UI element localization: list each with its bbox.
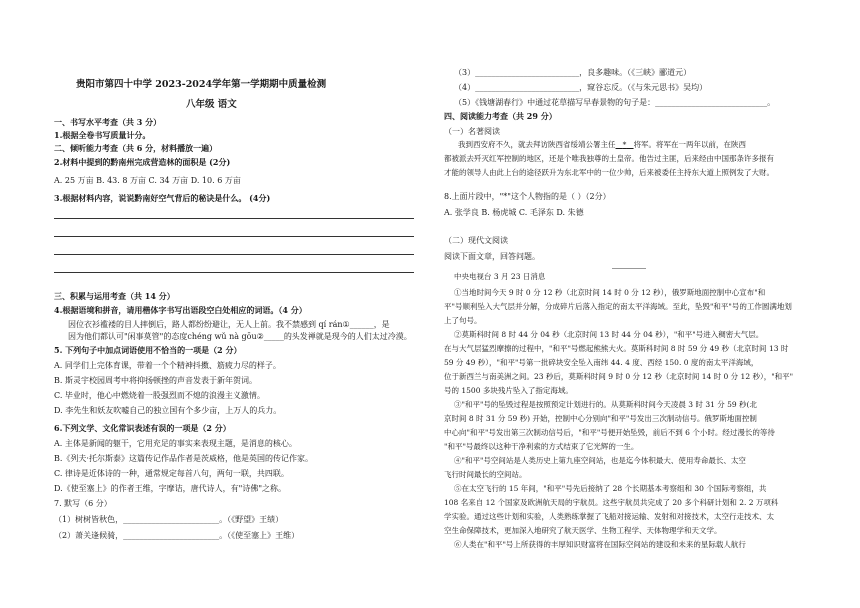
question-5-option-c: C. 毕业时，他心中燃烧着一股强烈而不熄的浪漫主义激情。 <box>54 391 265 400</box>
para-4-line-1: ④"和平"号空间站是人类历史上第九座空间站，也是迄今体积最大、使用寿命最长、太空 <box>454 456 746 465</box>
section-2-heading: 二、倾听能力考查（共 6 分，材料播放一遍） <box>54 143 218 153</box>
question-5-option-a: A. 同学们上完体育课，带着一个个精神抖擞、筋疲力尽的样子。 <box>54 361 281 370</box>
news-source: 中央电视台 3 月 23 日消息 <box>454 272 546 281</box>
answer-line-1[interactable] <box>54 218 414 219</box>
subsection-2-heading: （二）现代文阅读 <box>444 236 508 245</box>
para-5-line-2: 108 名来自 12 个国家及欧洲航天局的宇航员。这些宇航员共完成了 20 多个科研计划和 2. 2 万项科 <box>444 498 779 507</box>
question-4-text-1: 因位衣衫褴褛的目人摔倒后，路人都纷纷避让，无人上前。我不禁感到 qí rán①______，是 <box>68 320 390 329</box>
para-3-line-1: ③"和平"号的坠毁过程是按照预定计划进行的。从莫斯科时间今天凌晨 3 时 31 分 59 秒(北 <box>454 400 757 409</box>
para-1-line-2: 平"号顺利坠入大气层并分解，分成碎片后落入指定的南太平洋海域。至此，坠毁"和平"号的工作圆满地划 <box>444 302 792 311</box>
answer-line-2[interactable] <box>54 236 414 237</box>
question-5-option-d: D. 李先生和妖友吹嘘自己的独立国有个多少亩，上万人的兵力。 <box>54 406 282 415</box>
para-2-line-1: ②莫斯科时间 8 时 44 分 04 秒（北京时间 13 时 44 分 04 秒），"和平"号进入稠密大气层。 <box>454 330 764 339</box>
question-7-item-5: （5）《钱塘湖春行》中通过花草描写早春景物的句子是：____________________________。 <box>454 98 776 107</box>
question-5: 5. 下列句子中加点词语使用不恰当的一项是（2 分） <box>54 345 242 355</box>
para-5-line-3: 学实验。通过这些计划和实验，人类熟练掌握了飞船对接运输、发射和对接技术，太空行走技术、太 <box>444 512 774 521</box>
question-1: 1.根据全卷书写质量计分。 <box>54 130 151 140</box>
section-1-heading: 一、书写水平考查（共 3 分） <box>54 117 162 127</box>
para-2-line-2: 在与大气层猛烈摩擦的过程中，"和平"号燃起熊熊大火。莫斯科时间 8 时 59 分 49 秒（北京时间 13 时 <box>444 344 789 353</box>
reading-1-line-1: 我到西安府不久，就去拜访陕西省绥靖公署主任 * 将军。将军在一两年以前，在陕西 <box>458 140 747 149</box>
question-7: 7. 默写（6 分） <box>54 499 112 508</box>
question-6-option-d: D.《使至塞上》的作者王维，字摩诘，唐代诗人，有"诗佛"之称。 <box>54 484 287 493</box>
para-2-line-3: 59 分 49 秒），"和平"号第一批碎块安全坠入南纬 44. 4 度、西经 150. 0 度的南太平洋海域， <box>444 358 759 367</box>
question-4: 4.根据语境和拼音，请用楷体字书写出语段空白处相应的词语。（4 分） <box>54 305 307 315</box>
question-6-option-a: A. 主体是新闻的躯干，它用充足的事实来表现主题，是消息的核心。 <box>54 439 297 448</box>
para-5-line-1: ⑤在太空飞行的 15 年间，"和平"号先后接纳了 28 个长期基本考察组和 30 个国际考察组，共 <box>454 484 767 493</box>
question-3: 3.根据材料内容，说说黔南好空气背后的秘诀是什么。 (4分) <box>54 193 271 203</box>
question-6: 6.下列文学、文化常识表述有误的一项是（2 分） <box>54 423 231 433</box>
question-8: 8.上面片段中，"*"这个人物指的是（ ）（2分） <box>444 192 611 201</box>
para-1-line-3: 上了句号。 <box>444 316 482 325</box>
question-7-item-3: （3）__________________________，良多趣味。（《三峡》郦道元） <box>454 68 692 77</box>
section-3-heading: 三、积累与运用考查（共 14 分） <box>54 291 175 301</box>
para-3-line-3: 中心向"和平"号发出第三次制动信号后，"和平"号便开始坠毁，前后不到 6 个小时。经过漫长的等待 <box>444 428 775 437</box>
para-5-line-4: 空生命保障技术，更加深入地研究了航天医学、生物工程学、天体物理学和天文学。 <box>444 526 722 535</box>
para-4-line-2: 飞行时间最长的空间站。 <box>444 470 527 479</box>
answer-line-4[interactable] <box>54 272 414 273</box>
question-2-options: A. 25 万亩 B. 43. 8 万亩 C. 34 万亩 D. 10. 6 万亩 <box>54 176 241 185</box>
para-2-line-5: 号的 1500 多块残片坠入了指定海域。 <box>444 386 573 395</box>
section-4-heading: 四、阅读能力考查（共 29 分） <box>444 111 557 121</box>
question-7-item-4: （4）__________________________，窥谷忘反。（《与朱元思书》吴均） <box>454 83 708 92</box>
para-1-line-1: ①当地时间今天 9 时 0 分 12 秒（北京时间 14 时 0 分 12 秒），俄罗斯地面控制中心宣布"和 <box>454 288 766 297</box>
reading-1-line-3: 才能的领导人由此上台的途径跃升为东北军中的一位少帅，后来被委任主持东大道上照例发了大财。 <box>444 168 774 177</box>
subsection-1-heading: （一）名著阅读 <box>444 127 500 136</box>
question-5-option-b: B. 斯灵宇校园周考中将抑扬顿挫的声音发表于新年贺词。 <box>54 376 257 385</box>
subsection-2-intro: 阅读下面文章，回答问题。 <box>444 252 540 261</box>
exam-subtitle: 八年级 语文 <box>186 99 237 110</box>
answer-line-3[interactable] <box>54 254 414 255</box>
question-6-option-c: C. 律诗是近体诗的一种，通常规定每首八句，两句一联，共四联。 <box>54 469 289 478</box>
para-2-line-4: 位于新西兰与南美洲之间。23 秒后，莫斯科时间 9 时 0 分 12 秒（北京时间 14 时 0 分 12 秒），"和平" <box>444 372 794 381</box>
question-4-text-2: 因为他们都认可"闲事莫管"的态度chéng wǔ nà gōu②_____的头发禅就是现今的人们太过冷漠。 <box>68 332 412 341</box>
para-3-line-2: 京时间 8 时 31 分 59 秒) 开始，控制中心分别向"和平"号发出三次制动信号。俄罗斯地面控制 <box>444 414 757 423</box>
exam-title: 贵阳市第四十中学 2023-2024学年第一学期期中质量检测 <box>76 79 327 90</box>
para-6-line-1: ⑥人类在"和平"号上所获得的丰厚知识财富将在国际空间站的建设和未来的星际载人航行 <box>454 540 746 549</box>
separator <box>612 268 646 269</box>
reading-1-line-2: 都被派去歼灭红军控制的地区，还是个唯我独尊的土皇帝。他告过主匪，后来经由中国那条许多报有 <box>444 154 774 163</box>
question-8-options: A. 张学良 B. 杨虎城 C. 毛泽东 D. 朱德 <box>444 208 584 217</box>
question-7-item-1: （1）树树皆秋色，________________________。（《野望》王绩） <box>54 515 284 524</box>
question-7-item-2: （2）萧关逢候骑，________________________。（《使至塞上》王维） <box>54 531 300 540</box>
question-6-option-b: B.《列夫·托尔斯泰》这篇传记作品作者是茨威格，他是英国的传记作家。 <box>54 454 313 463</box>
question-2: 2.材料中提到的黔南州完成营造林的面积是 (2分) <box>54 157 231 167</box>
para-3-line-4: "和平"号最终以这种干净利索的方式结束了它光辉的一生。 <box>444 442 639 451</box>
